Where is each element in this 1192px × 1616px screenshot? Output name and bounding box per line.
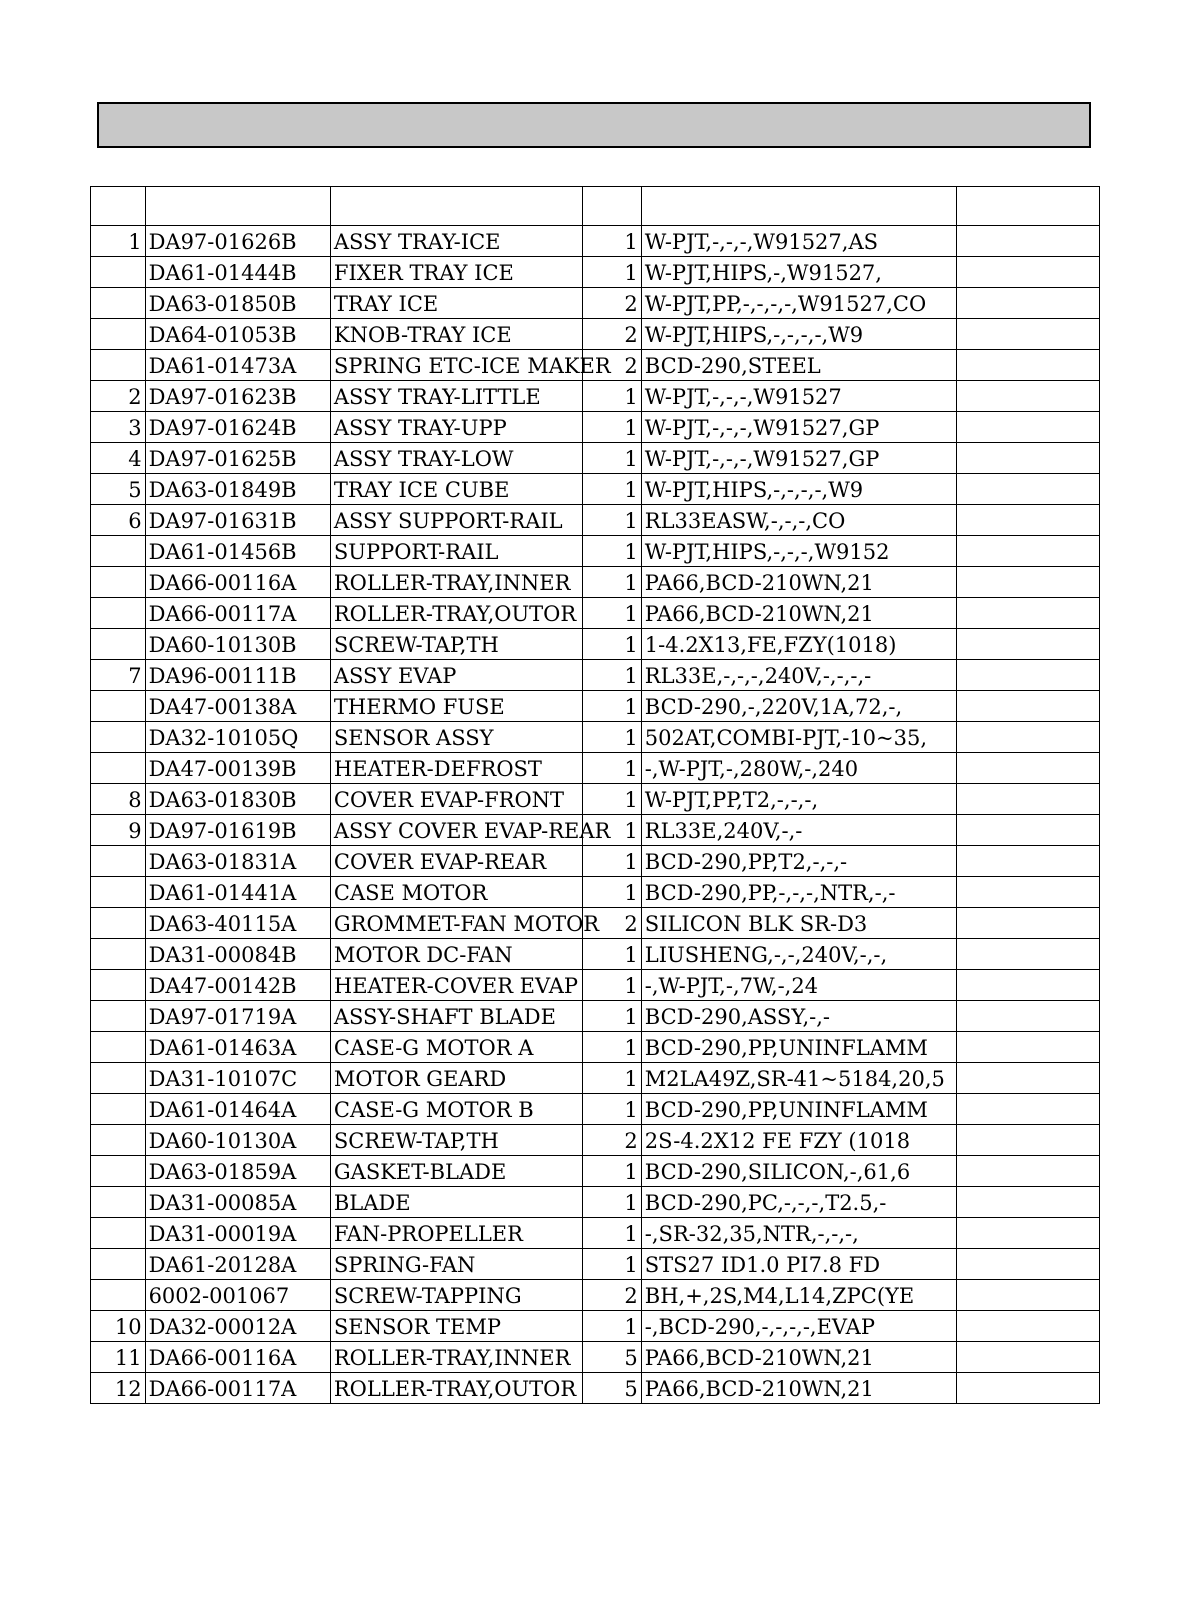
row-number-cell [91, 908, 146, 939]
part-code-cell: DA47-00138A [145, 691, 330, 722]
part-description-cell: FIXER TRAY ICE [330, 257, 582, 288]
specification-cell: BCD-290,ASSY,-,- [641, 1001, 956, 1032]
quantity-cell: 1 [583, 722, 642, 753]
quantity-cell: 1 [583, 877, 642, 908]
specification-cell: W-PJT,-,-,-,W91527,AS [641, 226, 956, 257]
row-number-cell [91, 1032, 146, 1063]
remark-cell [956, 1156, 1099, 1187]
table-row [91, 846, 1100, 877]
specification-cell: 1-4.2X13,FE,FZY(1018) [641, 629, 956, 660]
part-code-cell: DA63-01849B [145, 474, 330, 505]
table-row [91, 443, 1100, 474]
part-description-cell: MOTOR DC-FAN [330, 939, 582, 970]
specification-cell: W-PJT,-,-,-,W91527 [641, 381, 956, 412]
quantity-cell: 2 [583, 350, 642, 381]
table-row [91, 505, 1100, 536]
part-description-cell: ASSY EVAP [330, 660, 582, 691]
part-code-cell: DA61-01463A [145, 1032, 330, 1063]
section-header-banner [97, 102, 1091, 148]
specification-cell: W-PJT,HIPS,-,-,-,W9152 [641, 536, 956, 567]
part-description-cell: ASSY TRAY-UPP [330, 412, 582, 443]
specification-cell: RL33E,240V,-,- [641, 815, 956, 846]
row-number-cell [91, 257, 146, 288]
part-code-cell: DA66-00116A [145, 1342, 330, 1373]
part-description-cell: CASE-G MOTOR B [330, 1094, 582, 1125]
specification-cell: RL33E,-,-,-,240V,-,-,-,- [641, 660, 956, 691]
specification-cell: 502AT,COMBI-PJT,-10~35, [641, 722, 956, 753]
part-description-cell: TRAY ICE CUBE [330, 474, 582, 505]
part-code-cell: DA47-00139B [145, 753, 330, 784]
row-number-cell [91, 1218, 146, 1249]
part-description-cell: SENSOR TEMP [330, 1311, 582, 1342]
row-number-cell: 3 [91, 412, 146, 443]
row-number-cell: 5 [91, 474, 146, 505]
part-code-cell: DA96-00111B [145, 660, 330, 691]
table-row [91, 1280, 1100, 1311]
quantity-cell: 1 [583, 567, 642, 598]
remark-cell [956, 660, 1099, 691]
part-description-cell: CASE-G MOTOR A [330, 1032, 582, 1063]
table-row [91, 412, 1100, 443]
quantity-cell: 1 [583, 1156, 642, 1187]
quantity-cell: 1 [583, 753, 642, 784]
specification-cell: BCD-290,PC,-,-,-,T2.5,- [641, 1187, 956, 1218]
part-code-cell: DA60-10130B [145, 629, 330, 660]
part-code-cell: DA61-01473A [145, 350, 330, 381]
header-qty [583, 187, 642, 226]
table-row [91, 226, 1100, 257]
table-row [91, 939, 1100, 970]
quantity-cell: 1 [583, 443, 642, 474]
specification-cell: BCD-290,PP,UNINFLAMM [641, 1094, 956, 1125]
part-description-cell: ASSY-SHAFT BLADE [330, 1001, 582, 1032]
specification-cell: BCD-290,PP,UNINFLAMM [641, 1032, 956, 1063]
part-code-cell: DA66-00116A [145, 567, 330, 598]
part-code-cell: DA66-00117A [145, 1373, 330, 1404]
quantity-cell: 1 [583, 660, 642, 691]
part-description-cell: SPRING-FAN [330, 1249, 582, 1280]
part-code-cell: DA63-01831A [145, 846, 330, 877]
parts-table-body [91, 226, 1100, 1404]
part-code-cell: DA61-01441A [145, 877, 330, 908]
quantity-cell: 1 [583, 474, 642, 505]
part-description-cell: ASSY COVER EVAP-REAR [330, 815, 582, 846]
table-row [91, 474, 1100, 505]
specification-cell: -,W-PJT,-,7W,-,24 [641, 970, 956, 1001]
remark-cell [956, 691, 1099, 722]
quantity-cell: 1 [583, 257, 642, 288]
table-row [91, 1249, 1100, 1280]
row-number-cell [91, 846, 146, 877]
part-description-cell: FAN-PROPELLER [330, 1218, 582, 1249]
header-spec [641, 187, 956, 226]
table-row [91, 350, 1100, 381]
part-code-cell: DA61-01444B [145, 257, 330, 288]
remark-cell [956, 1249, 1099, 1280]
table-row [91, 536, 1100, 567]
quantity-cell: 1 [583, 505, 642, 536]
part-code-cell: DA61-01464A [145, 1094, 330, 1125]
quantity-cell: 2 [583, 1125, 642, 1156]
table-row [91, 257, 1100, 288]
part-description-cell: SPRING ETC-ICE MAKER [330, 350, 582, 381]
row-number-cell: 11 [91, 1342, 146, 1373]
quantity-cell: 1 [583, 629, 642, 660]
part-description-cell: ROLLER-TRAY,OUTOR [330, 598, 582, 629]
remark-cell [956, 908, 1099, 939]
part-code-cell: DA31-00019A [145, 1218, 330, 1249]
part-description-cell: GASKET-BLADE [330, 1156, 582, 1187]
remark-cell [956, 598, 1099, 629]
remark-cell [956, 970, 1099, 1001]
row-number-cell [91, 722, 146, 753]
table-row [91, 908, 1100, 939]
part-code-cell: DA31-10107C [145, 1063, 330, 1094]
table-header-row [91, 187, 1100, 226]
part-code-cell: DA63-01830B [145, 784, 330, 815]
table-row [91, 1156, 1100, 1187]
table-row [91, 691, 1100, 722]
specification-cell: W-PJT,-,-,-,W91527,GP [641, 443, 956, 474]
parts-list-table [90, 186, 1100, 1404]
specification-cell: -,BCD-290,-,-,-,-,EVAP [641, 1311, 956, 1342]
table-row [91, 1373, 1100, 1404]
part-code-cell: DA64-01053B [145, 319, 330, 350]
part-description-cell: SCREW-TAP,TH [330, 1125, 582, 1156]
remark-cell [956, 846, 1099, 877]
quantity-cell: 1 [583, 1063, 642, 1094]
header-no [91, 187, 146, 226]
table-row [91, 1063, 1100, 1094]
row-number-cell [91, 536, 146, 567]
specification-cell: BCD-290,SILICON,-,61,6 [641, 1156, 956, 1187]
row-number-cell [91, 1063, 146, 1094]
row-number-cell [91, 1156, 146, 1187]
remark-cell [956, 815, 1099, 846]
remark-cell [956, 1218, 1099, 1249]
remark-cell [956, 474, 1099, 505]
remark-cell [956, 381, 1099, 412]
part-description-cell: SCREW-TAP,TH [330, 629, 582, 660]
row-number-cell [91, 319, 146, 350]
part-description-cell: HEATER-DEFROST [330, 753, 582, 784]
specification-cell: 2S-4.2X12 FE FZY (1018 [641, 1125, 956, 1156]
row-number-cell [91, 1001, 146, 1032]
remark-cell [956, 1001, 1099, 1032]
specification-cell: PA66,BCD-210WN,21 [641, 1373, 956, 1404]
quantity-cell: 2 [583, 1280, 642, 1311]
part-description-cell: ROLLER-TRAY,INNER [330, 567, 582, 598]
part-code-cell: DA97-01624B [145, 412, 330, 443]
quantity-cell: 5 [583, 1373, 642, 1404]
table-row [91, 598, 1100, 629]
quantity-cell: 1 [583, 846, 642, 877]
row-number-cell [91, 939, 146, 970]
part-description-cell: CASE MOTOR [330, 877, 582, 908]
quantity-cell: 1 [583, 412, 642, 443]
row-number-cell [91, 629, 146, 660]
quantity-cell: 1 [583, 970, 642, 1001]
part-description-cell: ASSY TRAY-ICE [330, 226, 582, 257]
part-code-cell: DA31-00085A [145, 1187, 330, 1218]
row-number-cell [91, 567, 146, 598]
part-code-cell: DA97-01619B [145, 815, 330, 846]
quantity-cell: 2 [583, 319, 642, 350]
remark-cell [956, 1373, 1099, 1404]
part-code-cell: DA60-10130A [145, 1125, 330, 1156]
quantity-cell: 1 [583, 815, 642, 846]
table-row [91, 753, 1100, 784]
part-code-cell: DA97-01625B [145, 443, 330, 474]
row-number-cell: 9 [91, 815, 146, 846]
part-description-cell: ASSY TRAY-LOW [330, 443, 582, 474]
remark-cell [956, 350, 1099, 381]
remark-cell [956, 319, 1099, 350]
remark-cell [956, 629, 1099, 660]
table-row [91, 660, 1100, 691]
part-description-cell: MOTOR GEARD [330, 1063, 582, 1094]
table-row [91, 1218, 1100, 1249]
row-number-cell: 12 [91, 1373, 146, 1404]
specification-cell: PA66,BCD-210WN,21 [641, 598, 956, 629]
specification-cell: PA66,BCD-210WN,21 [641, 1342, 956, 1373]
quantity-cell: 1 [583, 1187, 642, 1218]
part-description-cell: ASSY TRAY-LITTLE [330, 381, 582, 412]
remark-cell [956, 1342, 1099, 1373]
remark-cell [956, 1032, 1099, 1063]
header-remark [956, 187, 1099, 226]
table-row [91, 381, 1100, 412]
quantity-cell: 2 [583, 908, 642, 939]
part-description-cell: ASSY SUPPORT-RAIL [330, 505, 582, 536]
remark-cell [956, 1094, 1099, 1125]
part-description-cell: BLADE [330, 1187, 582, 1218]
quantity-cell: 1 [583, 1218, 642, 1249]
row-number-cell [91, 350, 146, 381]
row-number-cell [91, 1187, 146, 1218]
row-number-cell [91, 598, 146, 629]
part-code-cell: DA97-01631B [145, 505, 330, 536]
table-row [91, 288, 1100, 319]
row-number-cell: 7 [91, 660, 146, 691]
row-number-cell [91, 753, 146, 784]
specification-cell: SILICON BLK SR-D3 [641, 908, 956, 939]
specification-cell: STS27 ID1.0 PI7.8 FD [641, 1249, 956, 1280]
remark-cell [956, 226, 1099, 257]
remark-cell [956, 257, 1099, 288]
row-number-cell: 6 [91, 505, 146, 536]
specification-cell: M2LA49Z,SR-41~5184,20,5 [641, 1063, 956, 1094]
header-code [145, 187, 330, 226]
table-row [91, 1342, 1100, 1373]
table-row [91, 1032, 1100, 1063]
row-number-cell [91, 288, 146, 319]
specification-cell: RL33EASW,-,-,-,CO [641, 505, 956, 536]
part-description-cell: TRAY ICE [330, 288, 582, 319]
part-description-cell: HEATER-COVER EVAP [330, 970, 582, 1001]
part-code-cell: DA31-00084B [145, 939, 330, 970]
table-row [91, 722, 1100, 753]
part-code-cell: 6002-001067 [145, 1280, 330, 1311]
quantity-cell: 1 [583, 1249, 642, 1280]
specification-cell: W-PJT,PP,-,-,-,-,W91527,CO [641, 288, 956, 319]
quantity-cell: 1 [583, 784, 642, 815]
table-row [91, 319, 1100, 350]
table-row [91, 1187, 1100, 1218]
row-number-cell: 1 [91, 226, 146, 257]
table-row [91, 784, 1100, 815]
part-description-cell: ROLLER-TRAY,OUTOR [330, 1373, 582, 1404]
quantity-cell: 5 [583, 1342, 642, 1373]
remark-cell [956, 443, 1099, 474]
remark-cell [956, 505, 1099, 536]
part-description-cell: SUPPORT-RAIL [330, 536, 582, 567]
row-number-cell [91, 1094, 146, 1125]
specification-cell: -,SR-32,35,NTR,-,-,-, [641, 1218, 956, 1249]
remark-cell [956, 753, 1099, 784]
remark-cell [956, 567, 1099, 598]
part-code-cell: DA97-01626B [145, 226, 330, 257]
part-description-cell: THERMO FUSE [330, 691, 582, 722]
row-number-cell [91, 1249, 146, 1280]
part-description-cell: GROMMET-FAN MOTOR [330, 908, 582, 939]
remark-cell [956, 412, 1099, 443]
remark-cell [956, 1125, 1099, 1156]
specification-cell: PA66,BCD-210WN,21 [641, 567, 956, 598]
quantity-cell: 2 [583, 288, 642, 319]
row-number-cell [91, 691, 146, 722]
remark-cell [956, 877, 1099, 908]
part-code-cell: DA63-01850B [145, 288, 330, 319]
specification-cell: W-PJT,HIPS,-,W91527, [641, 257, 956, 288]
specification-cell: W-PJT,HIPS,-,-,-,-,W9 [641, 319, 956, 350]
quantity-cell: 1 [583, 598, 642, 629]
table-row [91, 629, 1100, 660]
header-description [330, 187, 582, 226]
row-number-cell [91, 1125, 146, 1156]
specification-cell: BH,+,2S,M4,L14,ZPC(YE [641, 1280, 956, 1311]
table-row [91, 1094, 1100, 1125]
remark-cell [956, 1311, 1099, 1342]
remark-cell [956, 288, 1099, 319]
table-row [91, 567, 1100, 598]
specification-cell: W-PJT,PP,T2,-,-,-, [641, 784, 956, 815]
remark-cell [956, 1187, 1099, 1218]
table-row [91, 970, 1100, 1001]
table-row [91, 877, 1100, 908]
table-row [91, 815, 1100, 846]
remark-cell [956, 939, 1099, 970]
row-number-cell [91, 877, 146, 908]
remark-cell [956, 1280, 1099, 1311]
row-number-cell [91, 1280, 146, 1311]
part-description-cell: SCREW-TAPPING [330, 1280, 582, 1311]
part-code-cell: DA61-01456B [145, 536, 330, 567]
specification-cell: -,W-PJT,-,280W,-,240 [641, 753, 956, 784]
quantity-cell: 1 [583, 691, 642, 722]
part-description-cell: COVER EVAP-REAR [330, 846, 582, 877]
part-description-cell: COVER EVAP-FRONT [330, 784, 582, 815]
quantity-cell: 1 [583, 226, 642, 257]
part-code-cell: DA97-01719A [145, 1001, 330, 1032]
part-code-cell: DA61-20128A [145, 1249, 330, 1280]
part-description-cell: SENSOR ASSY [330, 722, 582, 753]
specification-cell: W-PJT,HIPS,-,-,-,-,W9 [641, 474, 956, 505]
specification-cell: BCD-290,STEEL [641, 350, 956, 381]
specification-cell: BCD-290,PP,T2,-,-,- [641, 846, 956, 877]
table-row [91, 1125, 1100, 1156]
row-number-cell [91, 970, 146, 1001]
part-code-cell: DA47-00142B [145, 970, 330, 1001]
quantity-cell: 1 [583, 1094, 642, 1125]
part-description-cell: KNOB-TRAY ICE [330, 319, 582, 350]
part-code-cell: DA63-01859A [145, 1156, 330, 1187]
specification-cell: LIUSHENG,-,-,240V,-,-, [641, 939, 956, 970]
specification-cell: BCD-290,PP,-,-,-,NTR,-,- [641, 877, 956, 908]
remark-cell [956, 536, 1099, 567]
row-number-cell: 2 [91, 381, 146, 412]
part-code-cell: DA97-01623B [145, 381, 330, 412]
row-number-cell: 8 [91, 784, 146, 815]
quantity-cell: 1 [583, 1032, 642, 1063]
remark-cell [956, 1063, 1099, 1094]
quantity-cell: 1 [583, 536, 642, 567]
part-code-cell: DA32-10105Q [145, 722, 330, 753]
quantity-cell: 1 [583, 939, 642, 970]
row-number-cell: 4 [91, 443, 146, 474]
part-code-cell: DA66-00117A [145, 598, 330, 629]
row-number-cell: 10 [91, 1311, 146, 1342]
part-description-cell: ROLLER-TRAY,INNER [330, 1342, 582, 1373]
remark-cell [956, 722, 1099, 753]
specification-cell: W-PJT,-,-,-,W91527,GP [641, 412, 956, 443]
quantity-cell: 1 [583, 381, 642, 412]
table-row [91, 1001, 1100, 1032]
remark-cell [956, 784, 1099, 815]
part-code-cell: DA63-40115A [145, 908, 330, 939]
quantity-cell: 1 [583, 1311, 642, 1342]
table-row [91, 1311, 1100, 1342]
specification-cell: BCD-290,-,220V,1A,72,-, [641, 691, 956, 722]
part-code-cell: DA32-00012A [145, 1311, 330, 1342]
quantity-cell: 1 [583, 1001, 642, 1032]
